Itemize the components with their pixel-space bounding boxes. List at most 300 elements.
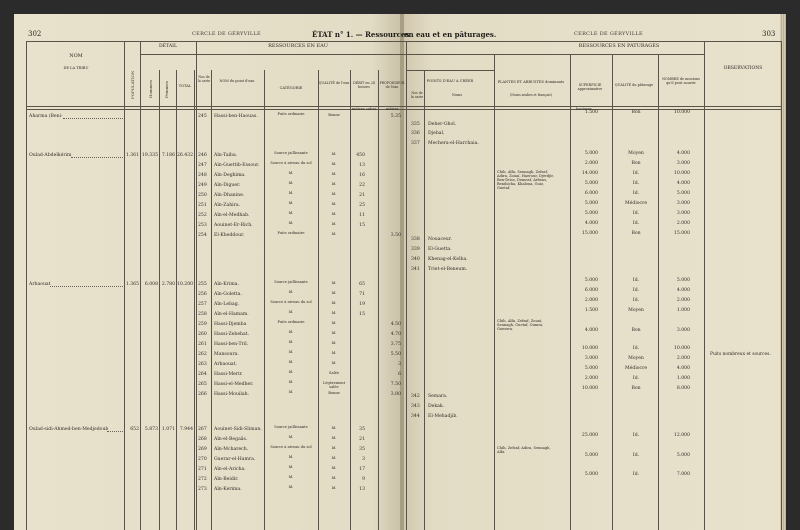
water-category: Id. [288,181,294,185]
pasture-surface: 5.000 [584,201,598,206]
water-category: Source à niveau du sol [270,445,312,449]
create-number: 338 [411,237,420,242]
water-depth: 3.50 [390,233,401,238]
create-name: Semara. [428,394,448,399]
water-quality: Id. [331,222,337,226]
water-debit: 35 [359,427,365,432]
water-number: 249 [198,183,207,188]
header-hommes: Hommes [148,80,153,98]
create-name: Deher-Ghol. [428,122,457,127]
pasture-surface: 5.000 [584,151,598,156]
unit-superficie: hectares [576,107,592,111]
water-debit: 71 [359,292,365,297]
water-number: 271 [198,467,207,472]
water-name: Aïn-Krima. [214,282,239,287]
pasture-sheep: 4.000 [676,181,690,186]
tribe-population: 1.365 [125,282,139,287]
water-number: 254 [198,233,207,238]
water-depth: 4.50 [390,322,401,327]
water-category: Id. [288,390,294,394]
header-nom-sub: DE LA TRIBU [63,66,89,70]
water-category: Id. [288,211,294,215]
pasture-surface: 5.000 [584,278,598,283]
water-quality: Id. [331,281,337,285]
water-category: Source à niveau du sol [270,300,312,304]
water-quality: Id. [331,361,337,365]
water-category: Puits ordinaire [277,320,305,324]
open-book [14,14,786,530]
tribe-total: 26.432 [177,153,194,158]
water-debit: 450 [356,153,365,158]
water-category: Id. [288,485,294,489]
water-category: Id. [288,340,294,344]
pasture-quality: Bon [631,328,641,333]
tribe-name: Aharma (Beni- [29,114,63,119]
right-running-head: CERCLE DE GÉRYVILLE [574,31,644,37]
pasture-sheep: 2.000 [676,356,690,361]
unit-profondeur: mètres [386,107,399,111]
water-number: 273 [198,487,207,492]
water-debit: 25 [359,203,365,208]
water-number: 257 [198,302,207,307]
water-name: Aïn-Diguer. [214,183,241,188]
paturages-under-rule [406,54,704,55]
create-number: 335 [411,122,420,127]
water-category: Id. [288,221,294,225]
water-debit: 13 [359,487,365,492]
pasture-surface: 5.000 [584,211,598,216]
water-quality: Id. [331,192,337,196]
title-right: en eau et en pâturages. [404,30,497,39]
header-total: TOTAL [178,84,192,88]
detail-under-rule [140,54,196,55]
pasture-surface: 1.500 [584,110,598,115]
water-name: Aïn-Zahira. [214,203,241,208]
tribe-hommes: 6.008 [144,282,158,287]
column-rule [159,70,160,530]
tribe-name: Oulad-sidi-Ahmed-ben-Medjedoub [29,427,109,432]
create-number: 340 [411,257,420,262]
water-debit: 16 [359,173,365,178]
water-name: Hassi-Mouilah. [214,392,250,397]
column-rule [318,70,319,530]
pasture-sheep: 10.000 [673,346,690,351]
pasture-quality: Id. [632,472,640,477]
pasture-quality: Id. [632,298,640,303]
water-number: 253 [198,223,207,228]
tribe-hommes: 19.335 [141,153,158,158]
create-name: Nouaceur. [428,237,452,242]
water-name: Aïn-el-Hamam. [214,312,249,317]
water-quality: Bonne [328,113,340,117]
header-no-carte-2: Nos de la carte [410,91,424,99]
water-number: 261 [198,342,207,347]
water-depth: 4.70 [390,332,401,337]
water-number: 250 [198,193,207,198]
pasture-sheep: 3.000 [676,161,690,166]
water-name: Hassi-ben-Haouas. [214,114,258,119]
column-rule [264,70,265,530]
pasture-surface: 15.000 [581,231,598,236]
pasture-quality: Id. [632,346,640,351]
pasture-sheep: 8.000 [676,386,690,391]
water-depth: 5.50 [390,352,401,357]
water-name: Aouinet-Sidi-Sliman. [214,427,262,432]
water-name: Aïn-Dhanine. [214,193,245,198]
pasture-surface: 5.000 [584,181,598,186]
pasture-sheep: 3.000 [676,201,690,206]
water-name: Aïn-Mcharech. [214,447,249,452]
water-debit: 21 [359,193,365,198]
water-debit: 11 [359,213,365,218]
water-number: 251 [198,203,207,208]
water-name: Aïn-Lebag. [214,302,240,307]
pasture-sheep: 1.000 [676,308,690,313]
column-rule [570,54,571,530]
water-quality: Id. [331,436,337,440]
pasture-surface: 10.000 [581,346,598,351]
pasture-quality: Bon [631,161,641,166]
pasture-surface: 5.000 [584,472,598,477]
water-category: Source jaillissante [274,151,308,155]
water-number: 247 [198,163,207,168]
water-quality: Id. [331,232,337,236]
water-name: Aïn-Taiba. [214,153,238,158]
water-debit: 17 [359,467,365,472]
pasture-quality: Id. [632,211,640,216]
create-number: 343 [411,404,420,409]
water-name: Hassi-Zebehat. [214,332,250,337]
tribe-total: 10.200 [177,282,194,287]
pasture-sheep: 5.000 [676,453,690,458]
pasture-sheep: 7.000 [676,472,690,477]
column-rule [424,70,425,530]
water-name: Hassi-Djemba [214,322,247,327]
pasture-quality: Id. [632,288,640,293]
header-ressources-eau: RESSOURCES EN EAU [268,43,328,49]
pasture-quality: Bon [631,386,641,391]
header-nom: NOM [69,53,83,59]
water-name: Aïn-el-Begaâs. [214,437,248,442]
pasture-sheep: 10.000 [673,110,690,115]
pasture-surface: 4.000 [584,328,598,333]
pasture-surface: 6.000 [584,191,598,196]
unit-debit: mètres cubes [352,107,377,111]
pasture-surface: 6.000 [584,288,598,293]
water-quality: Id. [331,301,337,305]
create-number: 336 [411,131,420,136]
water-number: 245 [198,114,207,119]
pasture-quality: Médiocre [624,366,648,371]
water-name: Aïn-Goletta. [214,292,242,297]
water-number: 259 [198,322,207,327]
tribe-femmes: 1.071 [161,427,175,432]
pasture-surface: 4.000 [584,221,598,226]
water-debit: 13 [359,163,365,168]
header-no-carte: Nos de la carte [197,75,211,83]
water-debit: 21 [359,437,365,442]
pasture-surface: 25.000 [581,433,598,438]
water-category: Id. [288,350,294,354]
water-number: 272 [198,477,207,482]
header-plantes-sub: (Noms arabes et français) [510,93,552,97]
water-quality: Id. [331,351,337,355]
tribe-femmes: 7.186 [161,153,175,158]
water-number: 258 [198,312,207,317]
create-number: 339 [411,247,420,252]
pasture-quality: Id. [632,171,640,176]
water-depth: 7.50 [390,382,401,387]
water-name: Aïn-Beidir. [214,477,239,482]
column-rule [194,70,195,530]
pasture-surface: 2.000 [584,298,598,303]
observation-text: Puits nombreux et sources. [710,352,771,357]
water-name: Aïn-el-Aricha. [214,467,246,472]
water-category: Id. [288,380,294,384]
water-number: 269 [198,447,207,452]
water-quality: Id. [331,202,337,206]
pasture-sheep: 5.000 [676,278,690,283]
header-categorie: CATÉGORIE [279,86,303,90]
pasture-quality: Bon [631,110,641,115]
water-quality: Id. [331,321,337,325]
water-number: 260 [198,332,207,337]
pasture-quality: Id. [632,453,640,458]
water-category: Id. [288,360,294,364]
water-name: El-Kheddour. [214,233,245,238]
create-name: El-Guetta. [428,247,452,252]
column-rule [704,41,705,530]
water-quality: Id. [331,486,337,490]
water-category: Id. [288,330,294,334]
pasture-surface: 2.000 [584,376,598,381]
water-number: 248 [198,173,207,178]
header-observations: OBSERVATIONS [723,66,763,71]
pasture-surface: 2.000 [584,161,598,166]
water-number: 264 [198,372,207,377]
plants-text: Chih, Alfa, Zefzaf, Zouaï, Sennagh, Guetaf, Oumra, Guesera. [497,319,544,331]
pasture-quality: Id. [632,181,640,186]
pasture-quality: Id. [632,433,640,438]
water-quality: Id. [331,182,337,186]
pasture-sheep: 3.000 [676,328,690,333]
tribe-hommes: 5.873 [144,427,158,432]
water-category: Puits ordinaire [277,231,305,235]
water-category: Id. [288,171,294,175]
create-name: Djebal. [428,131,445,136]
water-name: Aïn-el-Medhab. [214,213,250,218]
water-name: Hassi-el-Medher. [214,382,254,387]
water-category: Id. [288,201,294,205]
header-debit: DÉBIT en 24 heures [353,81,375,89]
plants-text: Chih, Alfa, Sennagh, Zefzaf, Adira, Zouaï, Haerour, Djerdjir, Ben-Driss, Demeaf, Arbeas, Benihicha, Khaloua, Guiz, Guetaf. [497,170,554,190]
pasture-sheep: 12.000 [673,433,690,438]
water-name: Aïn-Deghima. [214,173,246,178]
book-gutter [400,14,404,530]
water-quality: Id. [331,172,337,176]
pasture-surface: 3.000 [584,356,598,361]
tribe-leader [63,118,123,119]
table-left-rule [26,41,27,530]
water-debit: 65 [359,282,365,287]
left-page-number: 302 [28,30,42,38]
header-superficie: SUPERFICIE approximative [577,83,603,91]
water-depth: 3.75 [390,342,401,347]
water-number: 255 [198,282,207,287]
tribe-population: 1.361 [125,153,139,158]
pasture-surface: 5.000 [584,366,598,371]
water-number: 262 [198,352,207,357]
water-name: Aïn-Guettib-Essour. [214,163,260,168]
water-category: Source jaillissante [274,280,308,284]
water-quality: Id. [331,456,337,460]
water-category: Id. [288,191,294,195]
tribe-leader [107,431,123,432]
create-name: El-Mehadjib. [428,414,458,419]
header-qualite-paturage: QUALITÉ du pâturage [614,83,654,87]
water-debit: 35 [359,447,365,452]
create-number: 344 [411,414,420,419]
tribe-femmes: 2.780 [161,282,175,287]
header-ressources-paturages: RESSOURCES EN PATURAGES [578,43,660,49]
water-debit: 15 [359,312,365,317]
water-number: 266 [198,392,207,397]
pasture-quality: Moyen [628,308,644,313]
water-debit: 19 [359,302,365,307]
pasture-quality: Moyen [628,356,644,361]
water-depth: 3 [398,362,401,367]
left-page [14,14,402,530]
header-nom-point: NOM du point d'eau [219,79,255,83]
water-quality: Salée [328,371,339,375]
pasture-sheep: 4.000 [676,366,690,371]
water-depth: 6 [398,372,401,377]
water-category: Id. [288,435,294,439]
water-category: Id. [288,370,294,374]
water-number: 256 [198,292,207,297]
create-name: Triet-el-Beneum. [428,267,468,272]
pasture-sheep: 3.000 [676,211,690,216]
header-points-eau-creer: POINTS D'EAU A CRÉER [426,79,474,83]
water-quality: Id. [331,152,337,156]
water-number: 252 [198,213,207,218]
pasture-sheep: 10.000 [673,171,690,176]
pasture-quality: Id. [632,278,640,283]
header-profondeur: PROFONDEUR de l'eau [379,81,405,89]
water-category: Id. [288,465,294,469]
pasture-sheep: 4.000 [676,151,690,156]
water-category: Source jaillissante [274,425,308,429]
create-number: 341 [411,267,420,272]
pasture-quality: Moyen [628,151,644,156]
pasture-quality: Médiocre [624,201,648,206]
column-rule [406,41,407,530]
water-name: Aïn-Kerima. [214,487,242,492]
water-category: Id. [288,475,294,479]
left-running-head: CERCLE DE GÉRYVILLE [192,31,262,37]
tribe-name: Arbaouat [29,282,51,287]
right-page-number: 303 [762,30,776,38]
water-number: 267 [198,427,207,432]
pasture-quality: Id. [632,376,640,381]
water-category: Id. [288,310,294,314]
create-number: 342 [411,394,420,399]
pasture-quality: Id. [632,191,640,196]
water-quality: Légèrement salée [322,381,346,389]
water-name: Mansoura. [214,352,239,357]
create-name: Dekak. [428,404,445,409]
water-quality: Id. [331,466,337,470]
header-plantes: PLANTES ET ARBUSTES dominants [497,80,565,84]
water-category: Puits ordinaire [277,112,305,116]
water-debit: 3 [362,457,365,462]
water-quality: Id. [331,476,337,480]
pasture-quality: Bon [631,231,641,236]
table-right-rule [781,41,782,530]
water-quality: Id. [331,341,337,345]
water-number: 265 [198,382,207,387]
water-quality: Bonne [328,391,340,395]
water-quality: Id. [331,212,337,216]
pasture-surface: 10.000 [581,386,598,391]
water-number: 246 [198,153,207,158]
water-name: Guerar-el-Hamra. [214,457,256,462]
water-number: 268 [198,437,207,442]
water-category: Id. [288,290,294,294]
create-number: 337 [411,141,420,146]
eau-under-rule [196,54,406,55]
column-rule [176,70,177,530]
column-rule [211,70,212,530]
water-quality: Id. [331,331,337,335]
column-rule [658,54,659,530]
column-rule [378,70,379,530]
header-noms: Noms [452,93,462,97]
pasture-sheep: 5.000 [676,191,690,196]
column-rule [612,54,613,530]
water-number: 263 [198,362,207,367]
pasture-surface: 14.000 [581,171,598,176]
header-population: POPULATION [130,70,135,99]
pasture-sheep: 1.000 [676,376,690,381]
plants-text: Chih, Zefzaf, Adira, Sennagh, Alfa. [497,446,551,454]
pasture-quality: Id. [632,221,640,226]
tribe-leader [50,286,123,287]
water-depth: 5.35 [390,114,401,119]
pasture-sheep: 2.000 [676,221,690,226]
tribe-name: Oulad-Abdelkérim [29,153,72,158]
water-quality: Id. [331,446,337,450]
header-femmes: Femmes [164,81,169,98]
water-name: Arbaouat. [214,362,237,367]
water-name: Aouinet-Er-Rich. [214,223,253,228]
water-quality: Id. [331,426,337,430]
tribe-total: 7.944 [179,427,193,432]
water-quality: Id. [331,162,337,166]
water-number: 270 [198,457,207,462]
tribe-population: 652 [130,427,139,432]
water-debit: 15 [359,223,365,228]
water-name: Hassi-ben-Tril. [214,342,249,347]
water-name: Hassi-Merir. [214,372,243,377]
pasture-sheep: 2.000 [676,298,690,303]
header-qualite-eau: QUALITÉ de l'eau [318,81,350,85]
water-depth: 3.80 [390,392,401,397]
create-under-rule [406,70,494,71]
pasture-surface: 1.500 [584,308,598,313]
water-quality: Id. [331,291,337,295]
create-name: Mechera-el-Harchaia. [428,141,479,146]
